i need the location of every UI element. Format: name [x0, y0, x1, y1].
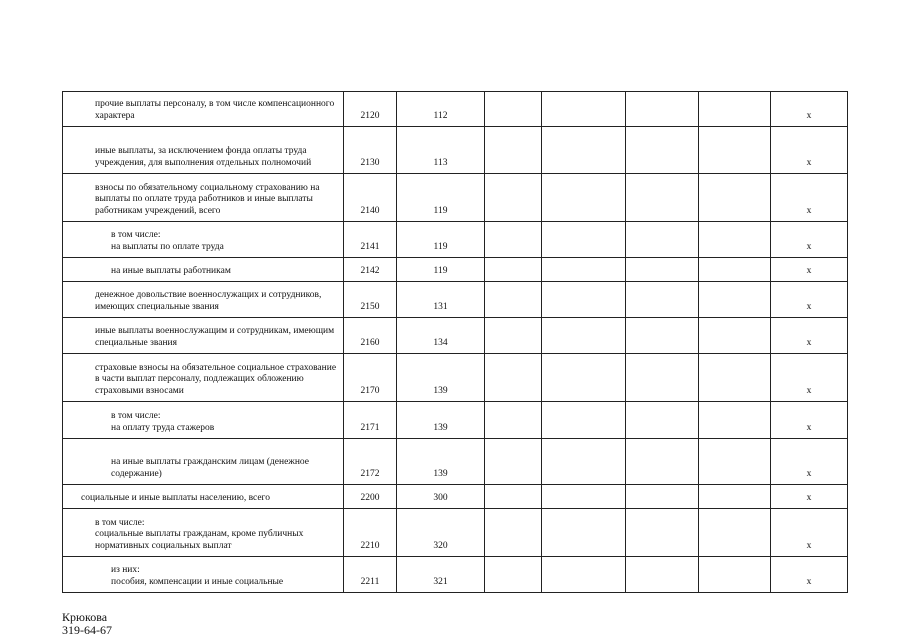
row-name: прочие выплаты персоналу, в том числе компенсационного характера — [95, 99, 335, 122]
row-x-mark: х — [771, 402, 848, 439]
row-name-cell — [63, 258, 344, 282]
row-code: 2170 — [344, 354, 397, 402]
row-empty-cell — [699, 485, 771, 509]
row-x-mark: х — [771, 485, 848, 509]
row-x-mark: х — [771, 92, 848, 127]
row-empty-cell — [626, 439, 699, 485]
row-empty-cell — [542, 282, 626, 318]
table-row — [63, 258, 848, 282]
row-code: 2171 — [344, 402, 397, 439]
row-x-mark: х — [771, 222, 848, 258]
row-x-mark: х — [771, 174, 848, 222]
row-empty-cell — [626, 222, 699, 258]
row-name: из них: пособия, компенсации и иные социальные — [111, 565, 284, 588]
row-kbk-code: 119 — [397, 174, 485, 222]
row-kbk-code: 134 — [397, 318, 485, 354]
row-empty-cell — [542, 258, 626, 282]
row-empty-cell — [626, 282, 699, 318]
row-empty-cell — [699, 402, 771, 439]
row-name-cell — [63, 127, 344, 174]
row-empty-cell — [542, 485, 626, 509]
row-empty-cell — [699, 222, 771, 258]
row-kbk-code: 112 — [397, 92, 485, 127]
row-empty-cell — [542, 318, 626, 354]
row-name-cell — [63, 439, 344, 485]
table-row — [63, 318, 848, 354]
row-empty-cell — [542, 557, 626, 593]
row-kbk-code: 139 — [397, 354, 485, 402]
row-empty-cell — [626, 318, 699, 354]
row-empty-cell — [699, 318, 771, 354]
row-kbk-code: 321 — [397, 557, 485, 593]
row-name: социальные и иные выплаты населению, всего — [81, 493, 270, 504]
row-code: 2200 — [344, 485, 397, 509]
row-code: 2141 — [344, 222, 397, 258]
row-empty-cell — [626, 127, 699, 174]
row-kbk-code: 119 — [397, 258, 485, 282]
row-empty-cell — [542, 509, 626, 557]
row-kbk-code: 119 — [397, 222, 485, 258]
row-name-cell — [63, 174, 344, 222]
row-code: 2142 — [344, 258, 397, 282]
row-x-mark: х — [771, 318, 848, 354]
row-empty-cell — [626, 258, 699, 282]
row-name: в том числе: социальные выплаты гражданам, кроме публичных нормативных социальных выплат — [95, 517, 304, 552]
row-kbk-code: 131 — [397, 282, 485, 318]
row-name: в том числе: на выплаты по оплате труда — [111, 230, 224, 253]
executor-name: Крюкова — [62, 610, 108, 624]
row-empty-cell — [699, 439, 771, 485]
row-kbk-code: 113 — [397, 127, 485, 174]
row-empty-cell — [542, 439, 626, 485]
row-name: денежное довольствие военнослужащих и сотрудников, имеющих специальные звания — [95, 290, 322, 313]
row-name-cell — [63, 222, 344, 258]
row-empty-cell — [626, 509, 699, 557]
row-code: 2130 — [344, 127, 397, 174]
row-name-cell — [63, 557, 344, 593]
row-empty-cell — [626, 174, 699, 222]
row-name: взносы по обязательному социальному страхованию на выплаты по оплате труда работников и иные выплаты работникам учреждений, всего — [95, 182, 320, 217]
table-row — [63, 127, 848, 174]
row-code: 2211 — [344, 557, 397, 593]
row-empty-cell — [542, 92, 626, 127]
row-empty-cell — [626, 402, 699, 439]
row-empty-cell — [542, 402, 626, 439]
row-kbk-code: 320 — [397, 509, 485, 557]
executor-phone: 319-64-67 — [62, 623, 112, 637]
row-empty-cell — [699, 282, 771, 318]
row-code: 2150 — [344, 282, 397, 318]
table-row — [63, 485, 848, 509]
row-name-cell — [63, 509, 344, 557]
row-name: на иные выплаты гражданским лицам (денежное содержание) — [111, 457, 310, 480]
row-empty-cell — [485, 174, 542, 222]
row-x-mark: х — [771, 509, 848, 557]
row-kbk-code: 139 — [397, 402, 485, 439]
row-empty-cell — [485, 354, 542, 402]
table-row — [63, 222, 848, 258]
row-x-mark: х — [771, 127, 848, 174]
table-row — [63, 402, 848, 439]
table-body — [63, 92, 848, 593]
row-name-cell — [63, 402, 344, 439]
row-name-cell — [63, 354, 344, 402]
row-x-mark: х — [771, 354, 848, 402]
row-name-cell — [63, 282, 344, 318]
table-row — [63, 354, 848, 402]
row-empty-cell — [626, 485, 699, 509]
row-code: 2160 — [344, 318, 397, 354]
row-name-cell — [63, 318, 344, 354]
row-empty-cell — [542, 354, 626, 402]
row-empty-cell — [626, 557, 699, 593]
row-name: страховые взносы на обязательное социальное страхование в части выплат персоналу, подлежащих обложению страховыми взносами — [95, 362, 337, 397]
row-empty-cell — [542, 174, 626, 222]
row-empty-cell — [626, 92, 699, 127]
row-kbk-code: 300 — [397, 485, 485, 509]
row-empty-cell — [485, 92, 542, 127]
row-code: 2172 — [344, 439, 397, 485]
row-empty-cell — [485, 222, 542, 258]
table-row — [63, 282, 848, 318]
row-empty-cell — [485, 439, 542, 485]
row-empty-cell — [699, 258, 771, 282]
row-code: 2140 — [344, 174, 397, 222]
row-empty-cell — [699, 509, 771, 557]
row-empty-cell — [485, 127, 542, 174]
financial-plan-table — [62, 91, 848, 593]
row-name-cell — [63, 92, 344, 127]
table-row — [63, 92, 848, 127]
table-row — [63, 557, 848, 593]
row-name: иные выплаты, за исключением фонда оплаты труда учреждения, для выполнения отдельных полномочий — [95, 146, 312, 169]
row-empty-cell — [626, 354, 699, 402]
row-x-mark: х — [771, 282, 848, 318]
row-empty-cell — [699, 127, 771, 174]
table-row — [63, 174, 848, 222]
row-x-mark: х — [771, 557, 848, 593]
row-name: на иные выплаты работникам — [111, 266, 231, 277]
row-empty-cell — [699, 354, 771, 402]
row-empty-cell — [699, 92, 771, 127]
row-x-mark: х — [771, 258, 848, 282]
row-empty-cell — [699, 557, 771, 593]
row-x-mark: х — [771, 439, 848, 485]
row-empty-cell — [542, 127, 626, 174]
table-row — [63, 439, 848, 485]
table-row — [63, 509, 848, 557]
row-empty-cell — [485, 258, 542, 282]
row-empty-cell — [542, 222, 626, 258]
row-kbk-code: 139 — [397, 439, 485, 485]
footer-contact — [62, 611, 112, 637]
row-empty-cell — [485, 557, 542, 593]
row-empty-cell — [485, 485, 542, 509]
row-empty-cell — [485, 318, 542, 354]
row-empty-cell — [485, 282, 542, 318]
row-empty-cell — [699, 174, 771, 222]
row-empty-cell — [485, 402, 542, 439]
row-name: в том числе: на оплату труда стажеров — [111, 411, 215, 434]
row-code: 2120 — [344, 92, 397, 127]
row-name-cell — [63, 485, 344, 509]
row-code: 2210 — [344, 509, 397, 557]
row-name: иные выплаты военнослужащим и сотрудникам, имеющим специальные звания — [95, 326, 335, 349]
row-empty-cell — [485, 509, 542, 557]
